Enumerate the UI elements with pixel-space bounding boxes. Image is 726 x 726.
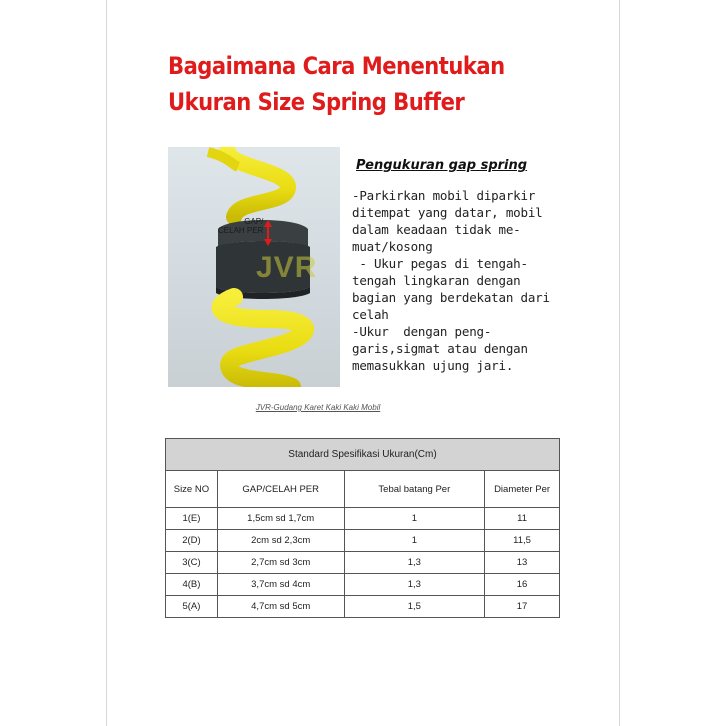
measurement-instructions (352, 158, 568, 374)
table-cell: 11,5 (485, 530, 560, 552)
instruction-line: ditempat yang datar, mobil (352, 205, 543, 220)
instruction-line: memasukkan ujung jari. (352, 358, 514, 373)
table-cell: 3(C) (166, 552, 218, 574)
table-cell: 4(B) (166, 574, 218, 596)
table-header-row (166, 471, 560, 508)
photo-caption: JVR-Gudang Karet Kaki Kaki Mobil (255, 403, 381, 412)
table-row (166, 508, 560, 530)
table-row (166, 596, 560, 618)
spring-upper-coil (227, 147, 288, 217)
table-row (166, 574, 560, 596)
table-cell: 1,5 (344, 596, 485, 618)
column-header: Size NO (166, 471, 218, 508)
page-title (168, 48, 520, 120)
table-cell: 1,3 (344, 552, 485, 574)
table-cell: 4,7cm sd 5cm (217, 596, 344, 618)
table-cell: 1,3 (344, 574, 485, 596)
column-header: GAP/CELAH PER (217, 471, 344, 508)
table-cell: 11 (485, 508, 560, 530)
instruction-line: -Parkirkan mobil diparkir (352, 188, 536, 203)
instruction-line: -Ukur dengan peng- (352, 324, 492, 339)
spec-table (165, 438, 560, 618)
watermark: JVR (256, 251, 318, 284)
instruction-line: - Ukur pegas di tengah- (352, 256, 528, 271)
table-cell: 1 (344, 508, 485, 530)
table-caption: Standard Spesifikasi Ukuran(Cm) (166, 439, 560, 471)
table-cell: 1(E) (166, 508, 218, 530)
table-cell: 3,7cm sd 4cm (217, 574, 344, 596)
table-cell: 17 (485, 596, 560, 618)
gap-label-line-1: GAP/ (244, 217, 264, 226)
title-line-1: Bagaimana Cara Menentukan (168, 52, 505, 80)
instruction-line: tengah lingkaran dengan (352, 273, 521, 288)
column-header: Diameter Per (485, 471, 560, 508)
instruction-line: bagian yang berdekatan dari (352, 290, 550, 305)
spring-lower-coil (221, 297, 305, 387)
spring-buffer-photo (168, 147, 340, 387)
title-line-2: Ukuran Size Spring Buffer (168, 88, 465, 116)
gap-label-line-2: CELAH PER (218, 226, 264, 235)
table-cell: 2cm sd 2,3cm (217, 530, 344, 552)
instruction-text (352, 187, 568, 374)
table-cell: 16 (485, 574, 560, 596)
table-row (166, 530, 560, 552)
instruction-line: garis,sigmat atau dengan (352, 341, 528, 356)
gap-label (218, 217, 263, 235)
instruction-line: dalam keadaan tidak me- (352, 222, 521, 237)
instruction-line: muat/kosong (352, 239, 433, 254)
table-cell: 2,7cm sd 3cm (217, 552, 344, 574)
instruction-line: celah (352, 307, 389, 322)
table-cell: 1,5cm sd 1,7cm (217, 508, 344, 530)
table-cell: 13 (485, 552, 560, 574)
table-cell: 5(A) (166, 596, 218, 618)
table-cell: 2(D) (166, 530, 218, 552)
section-subheading: Pengukuran gap spring (356, 158, 528, 173)
table-cell: 1 (344, 530, 485, 552)
table-row (166, 552, 560, 574)
column-header: Tebal batang Per (344, 471, 485, 508)
